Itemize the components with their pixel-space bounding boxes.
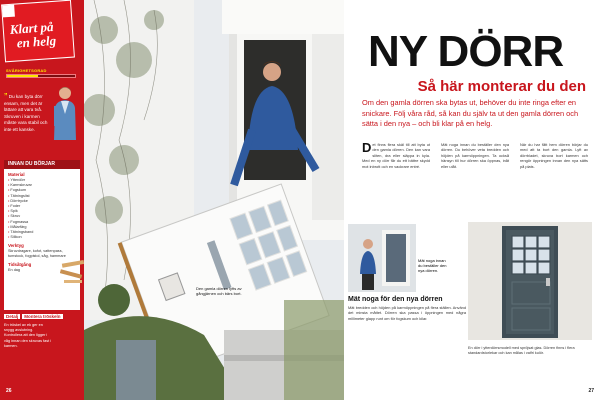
lead-paragraph: Om den gamla dörren ska bytas ut, behöver du inte ringa efter en snickare. Följ våra råd, så kan du själv ta ut den gamla dörren och sätta i den nya – och bli klar på en helg. — [362, 98, 579, 129]
inset-caption: Mät noga innan du beställer den nya dörren. — [418, 258, 447, 274]
difficulty-fill — [7, 75, 38, 77]
measure-heading: Mät noga för den nya dörren — [348, 296, 443, 303]
body-column-3 — [520, 142, 588, 222]
difficulty-level — [6, 68, 76, 78]
right-page — [344, 0, 600, 400]
tools-text: Skruvdragare, kofot, vattenpass, tumstock, fogpistol, såg, hammare — [8, 249, 66, 259]
door-caption: En dörr i ytterdörrsmodell med spröjsat glas. Dörren finns i flera standardstorlekar och kan målas i valfri kulör. — [468, 346, 575, 356]
logo-line-1: Klart på — [9, 18, 54, 37]
material-item: • Tätningsband — [8, 230, 80, 235]
material-item: • Fogmassa — [8, 220, 80, 225]
logo-line-2: en helg — [16, 32, 57, 51]
material-item: • Foder — [8, 204, 80, 209]
difficulty-label: SVÅRIGHETSGRAD — [6, 68, 47, 73]
photo-caption: Den gamla dörren lyfts av gångjärnen och bärs bort. — [196, 286, 242, 297]
subhead: Så här monterar du den — [417, 78, 586, 95]
tape-corner — [2, 5, 15, 18]
page-number-left: 26 — [6, 388, 12, 394]
page-number-right: 27 — [588, 388, 594, 394]
time-heading: Tidsåtgång — [8, 262, 32, 268]
tools-heading: Verktyg — [8, 243, 24, 249]
material-heading: Material — [8, 172, 25, 177]
material-item: • Karmskruvar — [8, 183, 80, 188]
detail-tag: Detalj — [6, 314, 19, 319]
expert-portrait — [52, 84, 78, 140]
body-text-1: et finns flera skäl till att byta ut den gamla dörren. Den kan vara sliten, dra eller släppa in kyla. Med en ny dörr får du ett bättre skydd mot inbrott och en vackrare entré. — [362, 142, 430, 169]
material-list — [4, 178, 80, 240]
body-columns — [362, 142, 588, 222]
material-item: • Målarfärg — [8, 225, 80, 230]
quote-mark-icon: ” — [4, 93, 8, 100]
body-text-2: Mät noga innan du beställer den nya dörren. Du behöver veta bredden och höjden på karmöppningen. Ta också hänsyn till hur dörren ska öppnas, inåt eller utåt. — [441, 142, 509, 169]
time-text: En dag — [8, 268, 21, 273]
inset-photo — [348, 224, 416, 292]
body-column-1 — [362, 142, 430, 222]
expert-quote — [4, 94, 50, 134]
detail-heading — [4, 314, 80, 319]
logo-badge — [1, 0, 75, 62]
quote-text: Du kan byta dörr ensam, men det är lättare att vara två. Skruven i karmen måste vara stabil och inte ett kanske. — [4, 94, 48, 132]
material-item: • Fogskum — [8, 188, 80, 193]
measure-section — [348, 296, 466, 321]
material-item: • Tätningslist — [8, 194, 80, 199]
material-item: • Silikon — [8, 235, 80, 240]
difficulty-bar — [6, 74, 76, 78]
material-item: • Ytterdörr — [8, 178, 80, 183]
material-item: • Skruv — [8, 214, 80, 219]
material-item: • Spik — [8, 209, 80, 214]
headline: NY DÖRR — [368, 27, 564, 76]
body-column-2 — [441, 142, 509, 222]
detail-box — [4, 314, 80, 394]
detail-text: En tröskel av ek ger en snygg avslutning. Kontrollera att den ligger i våg innan den skruvas fast i karmen. — [4, 323, 52, 348]
new-door-illustration — [468, 222, 592, 340]
measure-text: Mät bredden och höjden på karmöppningen på flera ställen. Använd det minsta måttet. Dörren ska passa i öppningen med några millimeter glapp runt om för fogskum och kilar. — [348, 305, 466, 321]
body-text-3: När du har fått hem dörren börjar du med att ta bort den gamla. Lyft av dörrbladet, skruva bort karmen och rengör öppningen innan den nya sätts på plats. — [520, 142, 588, 169]
tools-panel-header: INNAN DU BÖRJAR — [4, 160, 80, 169]
sidebar — [0, 0, 84, 400]
wood-trim-illustration — [60, 258, 84, 288]
main-photo — [84, 0, 344, 400]
detail-title: Montera tröskeln — [24, 314, 61, 319]
material-item: • Dörrtrycke — [8, 199, 80, 204]
drop-cap: D — [362, 142, 372, 155]
